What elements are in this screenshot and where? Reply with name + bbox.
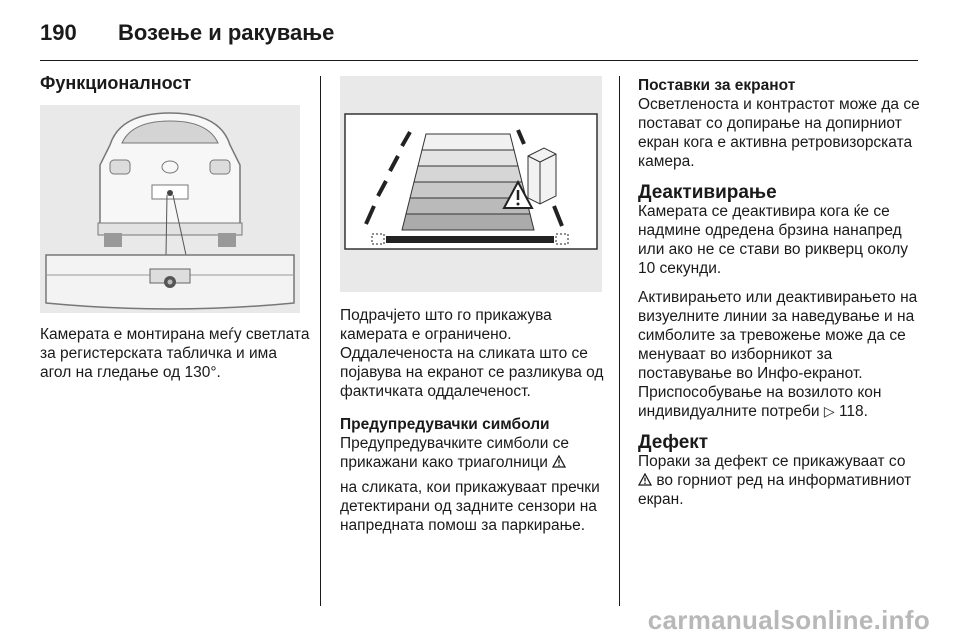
warning-triangle-icon: [552, 455, 566, 468]
warning-symbols-text-b: на сликата, кои прикажуваат пречки детектирани од задните сензори на напредната помош за паркирање.: [340, 479, 600, 534]
camera-location-text: Камерата е монтирана меѓу светлата за регистерската табличка и има агол на гледање од 130°.: [40, 326, 310, 381]
header-rule: [40, 60, 918, 61]
deactivation-text: Камерата се деактивира кога ќе се надмине одредена брзина нанапред или ако не се стави во рикверц околу 10 секунди.: [638, 203, 909, 277]
left-column: [40, 70, 310, 392]
activation-text: [638, 288, 920, 421]
watermark-logo: carmanualsonline.info: [647, 605, 930, 635]
deactivation-heading: Деактивирање: [638, 182, 777, 203]
column-divider-left: [320, 76, 321, 606]
chapter-title: Возење и ракување: [118, 20, 335, 45]
rear-camera-car-illustration: [40, 105, 300, 313]
page-reference-arrow-icon: ▷: [823, 403, 835, 419]
page-number: 190: [40, 20, 77, 45]
right-column: [638, 70, 920, 519]
warning-symbols-text-a: [340, 434, 605, 472]
middle-column: [340, 70, 605, 545]
column-divider-right: [619, 76, 620, 606]
camera-display-guidelines-illustration: [340, 76, 602, 292]
activation-text-content: Активирањето или деактивирањето на визуелните линии за наведување и на симболите за тревожење може да се менуваат во изборникот за поставување во Инфо-екранот. Приспособување на возилото кон индивидуалните потреби: [638, 289, 918, 420]
display-settings-text: Осветленоста и контрастот може да се постават со допирање на допирниот екран кога е активна ретровизорската камера.: [638, 96, 920, 170]
display-limit-text: Подрачјето што го прикажува камерата е ограничено. Оддалеченоста на сликата што се појавува на екранот се разликува од фактичката оддалеченост.: [340, 307, 604, 400]
display-settings-heading: Поставки за екранот: [638, 77, 796, 94]
fault-text-a: Пораки за дефект се прикажуваат со: [638, 453, 906, 470]
warning-symbols-heading: Предупредувачки симболи: [340, 416, 550, 433]
activation-page-ref[interactable]: 118.: [838, 403, 868, 420]
warning-triangle-icon: [638, 473, 652, 486]
fault-text: [638, 452, 920, 509]
fault-text-b: во горниот ред на информативниот екран.: [638, 472, 912, 508]
warning-symbols-text-a-content: Предупредувачките симболи се прикажани како триаголници: [340, 435, 570, 471]
functionality-heading: Функционалност: [40, 73, 192, 93]
fault-heading: Дефект: [638, 432, 709, 453]
